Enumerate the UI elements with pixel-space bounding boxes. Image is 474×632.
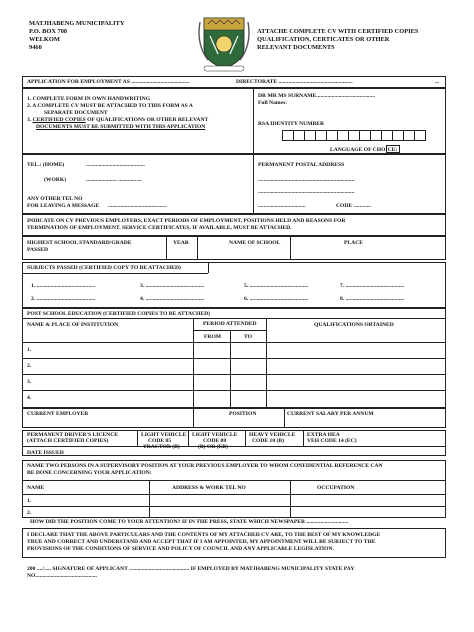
signature-line[interactable]: 200 ..../..... SIGNATURE OF APPLICANT ........................................... IF EMPLOYED BY MATJHABENG MUNICIPALITY STATE PAY [27, 566, 355, 572]
licence-attach-note: (ATTACH CERTIFIED COPIES) [27, 438, 109, 444]
school-name-label: NAME OF SCHOOL [229, 240, 281, 246]
application-tail: ... [435, 79, 440, 85]
postal-code-label: CODE [336, 203, 353, 209]
subject-3[interactable]: 3. .......................................... [140, 283, 205, 289]
postal-line-3[interactable]: .................................. [258, 203, 306, 209]
subject-1[interactable]: 1. .......................................... [31, 283, 96, 289]
licence-tractor: TRACTOR (B) [143, 444, 180, 450]
postal-line-2[interactable]: ..................................................................... [258, 189, 355, 195]
instruction-3: 3. CERTIFIED COPIES OF QUALIFICATIONS OR OTHER RELEVANT [27, 117, 209, 123]
language-label: LANGUAGE OF CHOICE: [330, 147, 398, 153]
declaration-line-1: I DECLARE THAT THE ABOVE PARTICULARS AND THE CONTENTS OF MY ATTACHED CV ARE, TO THE BEST OF MY KNOWLEDGE [27, 532, 381, 538]
org-po-box: P.O. BOX 708 [29, 28, 68, 35]
position-label: POSITION [229, 411, 257, 417]
licence-code10-label: HEAVY VEHICLE [249, 432, 296, 438]
licence-code14: VEH CODE 14 (EC) [307, 438, 357, 444]
qualifications-col-header: QUALIFICATIONS OBTAINED [314, 322, 394, 328]
licence-code08-label: LIGHT VEHICLE [192, 432, 238, 438]
post-school-row-3[interactable]: 3. [27, 379, 32, 385]
instruction-2-cont: SEPARATE DOCUMENT [44, 110, 108, 116]
attach-note-2: QUALIFICATION, CERTICATES OR OTHER [257, 36, 390, 43]
reference-row-1[interactable]: 1. [27, 498, 32, 504]
org-name: MATJHABENG MUNICIPALITY [29, 20, 125, 27]
tel-work-field[interactable]: ...................... ................. [86, 177, 142, 183]
licence-code10: CODE 10 (B) [252, 438, 285, 444]
instruction-3-cont: DOCUMENTS MUST BE SUBMITTED WITH THIS APPLICATION [36, 124, 206, 130]
leave-message-label: FOR LEAVING A MESSAGE [27, 203, 100, 209]
position-source-question: HOW DID THE POSITION COME TO YOUR ATTENTION? IF IN THE PRESS, STATE WHICH NEWSPAPER .............................. [30, 519, 349, 525]
institution-col-header: NAME & PLACE OF INSTITUTION [27, 322, 119, 328]
reference-address-header: ADDRESS & WORK TEL NO [172, 485, 246, 491]
subject-4[interactable]: 4. .......................................... [140, 296, 205, 302]
to-col-header: TO [244, 334, 252, 340]
post-school-row-1[interactable]: 1. [27, 347, 32, 353]
post-school-row-4[interactable]: 4. [27, 395, 32, 401]
other-tel-label: ANY OTHER TEL NO [27, 196, 83, 202]
leave-message-field[interactable]: .......................................... [108, 203, 167, 209]
school-passed-label: PASSED [27, 247, 49, 253]
licence-code08: CODE 08 [203, 438, 227, 444]
tel-work-label: (WORK) [44, 177, 67, 183]
rsa-id-label: RSA IDENTITY NUMBER [258, 121, 324, 127]
reference-row-2[interactable]: 2. [27, 510, 32, 516]
reference-name-header: NAME [27, 485, 45, 491]
licence-code08-classes: (B) OR (EB) [198, 444, 228, 450]
current-employer-label: CURRENT EMPLOYER [27, 411, 89, 417]
school-standard-label: HIGHEST SCHOOL STANDARD/GRADE [27, 240, 132, 246]
full-names-label: Full Names: [258, 100, 288, 106]
references-line-2: BE DONE CONCERNING YOUR APPLICATION: [27, 470, 152, 476]
rsa-id-digit-box[interactable] [414, 130, 426, 141]
previous-employers-line-1: INDICATE ON CV PREVIOUS EMPLOYERS, EXACT PERIODS OF EMPLOYMENT, POSITIONS HELD AND REASONS FOR [27, 218, 346, 224]
school-place-label: PLACE [344, 240, 363, 246]
language-box[interactable] [386, 145, 400, 153]
licence-code05: CODE 05 [148, 438, 172, 444]
date-issued-label: DATE ISSUED [27, 450, 64, 456]
subject-5[interactable]: 5. .......................................... [244, 283, 309, 289]
tel-home-label: TEL.: (HOME) [27, 162, 65, 168]
subjects-heading: SUBJECTS PASSED (CERTIFIED COPY TO BE ATTACHED) [27, 265, 181, 271]
subject-6[interactable]: 6. .......................................... [244, 296, 309, 302]
instruction-1: 1. COMPLETE FORM IN OWN HANDWRITING [27, 96, 151, 102]
subject-8[interactable]: 8. .......................................... [340, 296, 405, 302]
previous-employers-line-2: TERMINATION OF EMPLOYMENT. SERVICE CERTIFICATES, IF AVAILABLE, MUST BE ATTACHED. [27, 225, 292, 231]
instruction-2: 2. A COMPLETE CV MUST BE ATTACHED TO THIS FORM AS A [27, 103, 193, 109]
subject-2[interactable]: 2. .......................................... [31, 296, 96, 302]
post-school-row-2[interactable]: 2. [27, 363, 32, 369]
municipal-crest-icon [198, 14, 250, 72]
salary-label: CURRENT SALARY PER ANNUM [287, 411, 374, 417]
from-col-header: FROM [204, 334, 222, 340]
org-town: WELKOM [29, 36, 60, 43]
attach-note-1: ATTACHE COMPLETE CV WITH CERTIFIED COPIES [257, 28, 419, 35]
licence-code14-label: EXTRA HEA [307, 432, 340, 438]
post-school-heading: POST SCHOOL EDUCATION (CERTIFIED COPIES TO BE ATTACHED) [27, 311, 211, 317]
licence-code05-label: LIGHT VEHICLE [141, 432, 187, 438]
postal-code-field[interactable]: ............ [354, 203, 371, 209]
declaration-line-3: PROVISIONS OF THE CONDITIONS OF SERVICE AND POLICY OF COUNCIL AND ANY APPLICABLE LEGISLATION. [27, 546, 334, 552]
subject-7[interactable]: 7. .......................................... [340, 283, 405, 289]
references-line-1: NAME TWO PERSONS IN A SUPERVISORY POSITION AT YOUR PREVIOUS EMPLOYER TO WHOM CONFIDENTIAL REFERENCE CAN [27, 463, 383, 469]
reference-occupation-header: OCCUPATION [317, 485, 355, 491]
period-col-header: PERIOD ATTENDED [203, 321, 257, 327]
attach-note-3: RELEVANT DOCUMENTS [257, 44, 335, 51]
org-postcode: 9460 [29, 44, 42, 51]
school-year-label: YEAR [173, 240, 189, 246]
postal-line-1[interactable]: ..................................................................... [258, 177, 355, 183]
pay-number-line[interactable]: NO............................................ [27, 573, 97, 579]
postal-address-label: PERMANENT POSTAL ADDRESS [258, 162, 345, 168]
title-surname-label: DR MR MS SURNAME.......................................... [258, 93, 375, 99]
licence-heading: PERMANENT DRIVER'S LICENCE [27, 432, 118, 438]
declaration-line-2: TRUE AND CORRECT AND UNDERSTAND AND ACCEPT THAT IF I AM APPOINTED, MY APPOINTMENT WILL BE SUBJECT TO THE [27, 539, 376, 545]
application-for-label: APPLICATION FOR EMPLOYMENT AS .......................................... [27, 79, 190, 85]
tel-home-field[interactable]: .......................................... [86, 162, 145, 168]
directorate-label: DIRECTORATE ..................................................... [236, 79, 353, 85]
